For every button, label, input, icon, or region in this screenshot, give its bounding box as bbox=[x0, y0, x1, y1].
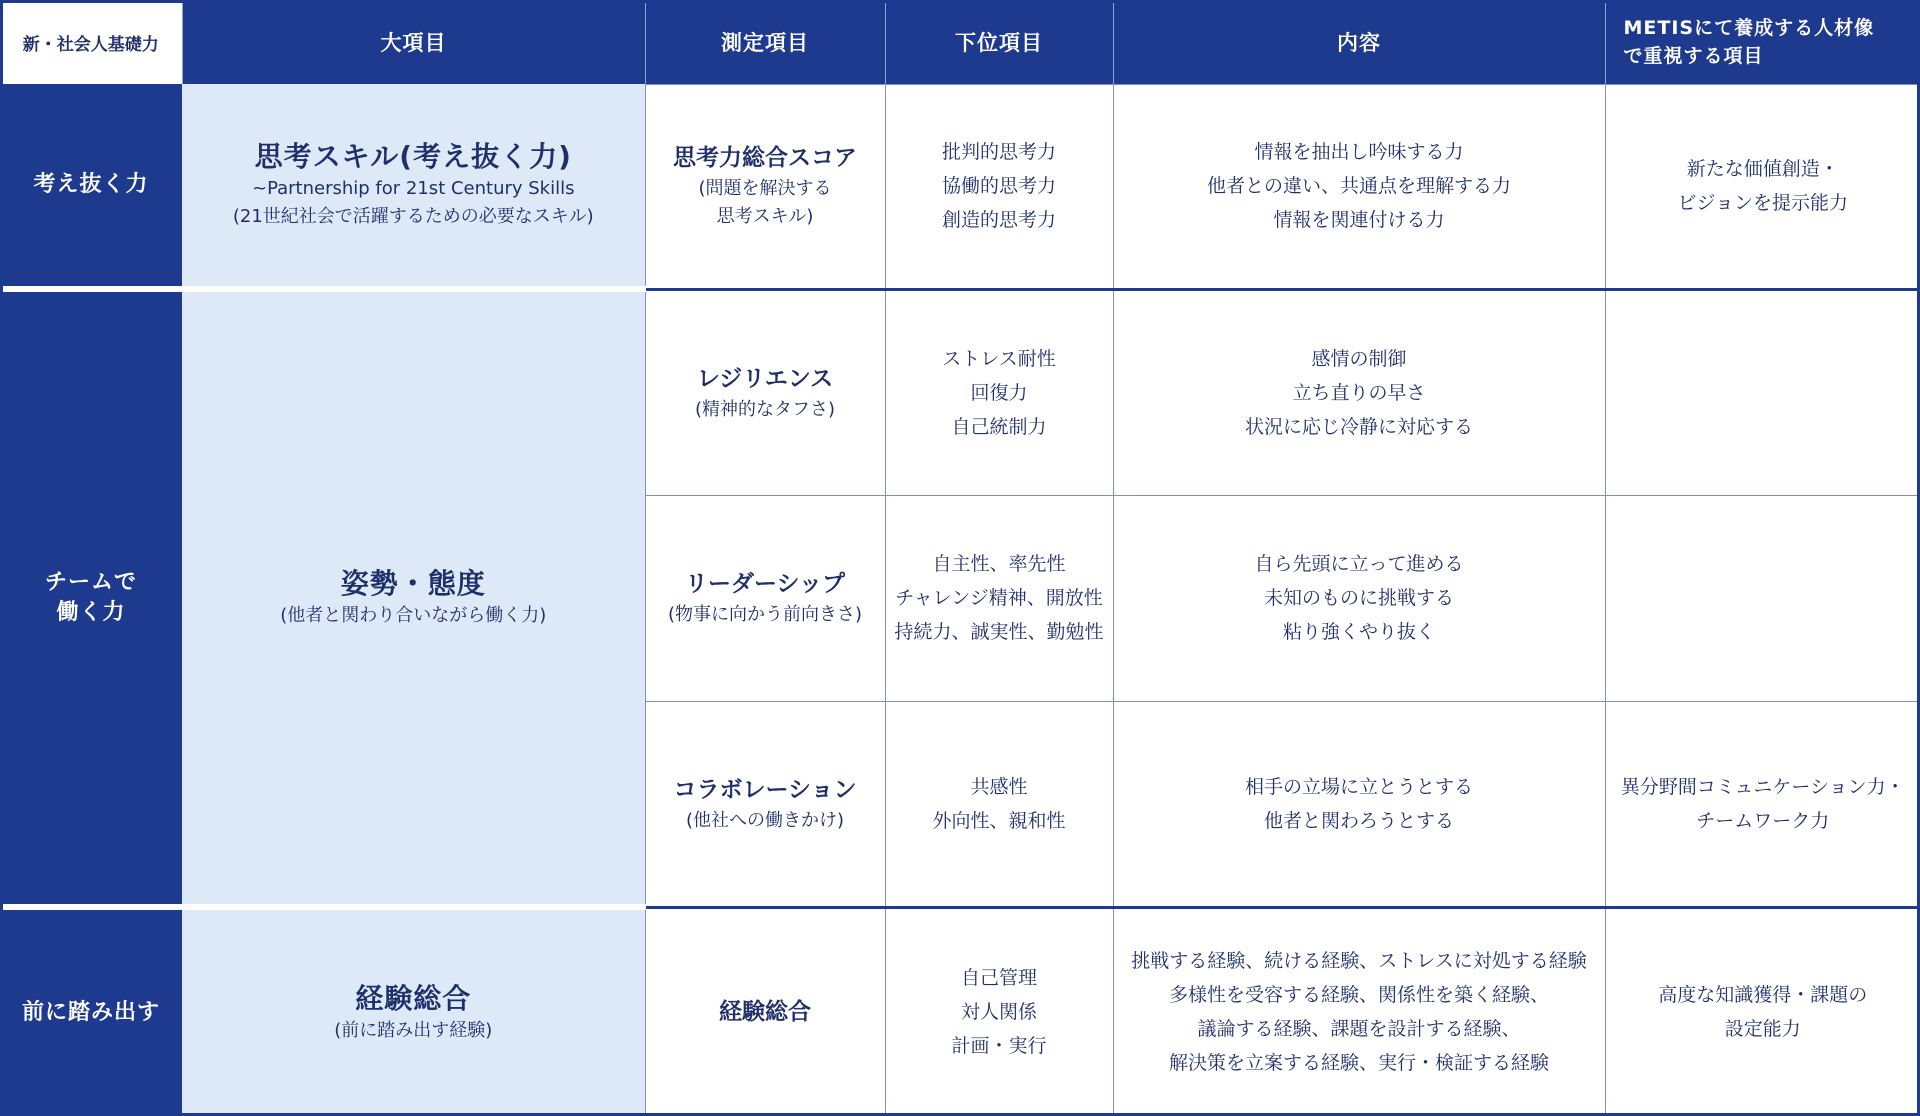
measure-subtitle: (問題を解決する bbox=[698, 178, 832, 199]
sub-item: 外向性、親和性 bbox=[932, 809, 1066, 832]
header-measure: 測定項目 bbox=[645, 0, 885, 84]
header-content: 内容 bbox=[1113, 0, 1605, 84]
content-line: 感情の制御 bbox=[1311, 347, 1407, 370]
header-metis-line1: METISにて養成する人材像 bbox=[1623, 16, 1875, 39]
measure-title: リーダーシップ bbox=[684, 571, 846, 597]
measure-subtitle: (精神的なタフさ) bbox=[694, 398, 836, 420]
content-line: 情報を関連付ける力 bbox=[1273, 209, 1445, 231]
content-line: 状況に応じ冷静に対応する bbox=[1244, 415, 1473, 438]
major-title: 思考スキル(考え抜く力) bbox=[254, 140, 572, 173]
metis-line: 高度な知識獲得・課題の bbox=[1658, 984, 1868, 1007]
header-major: 大項目 bbox=[182, 0, 645, 84]
sub-item: 計画・実行 bbox=[951, 1035, 1047, 1058]
sub-item: 対人関係 bbox=[960, 1001, 1037, 1024]
content-line: 粘り強くやり抜く bbox=[1282, 621, 1435, 643]
sub-item: ストレス耐性 bbox=[942, 347, 1056, 370]
sub-item: 批判的思考力 bbox=[941, 141, 1056, 163]
content-line: 他者と関わろうとする bbox=[1263, 809, 1454, 832]
content-line: 立ち直りの早さ bbox=[1292, 381, 1426, 404]
sub-item: 協働的思考力 bbox=[941, 175, 1056, 197]
major-title: 経験総合 bbox=[355, 982, 472, 1015]
content-line: 自ら先頭に立って進める bbox=[1254, 553, 1464, 575]
metis-line: 設定能力 bbox=[1724, 1018, 1801, 1041]
category-label: 前に踏み出す bbox=[21, 1000, 160, 1025]
sub-item: チャレンジ精神、開放性 bbox=[895, 587, 1103, 609]
category-label: 考え抜く力 bbox=[33, 172, 149, 197]
content-line: 多様性を受容する経験、関係性を築く経験、 bbox=[1168, 984, 1549, 1007]
measure-subtitle: 思考スキル) bbox=[716, 206, 814, 227]
content-line: 未知のものに挑戦する bbox=[1263, 587, 1454, 609]
sub-item: 持続力、誠実性、勤勉性 bbox=[894, 621, 1104, 643]
sub-item: 自己管理 bbox=[960, 967, 1037, 990]
category-label: チームで bbox=[44, 570, 137, 595]
content-line: 情報を抽出し吟味する力 bbox=[1254, 141, 1464, 163]
header-metis-line2: で重視する項目 bbox=[1623, 44, 1764, 67]
measure-subtitle: (物事に向かう前向きさ) bbox=[667, 604, 863, 625]
content-line: 挑戦する経験、続ける経験、ストレスに対処する経験 bbox=[1131, 950, 1587, 973]
sub-item: 自主性、率先性 bbox=[932, 553, 1066, 575]
header-sub-items: 下位項目 bbox=[885, 0, 1113, 84]
sub-item: 創造的思考力 bbox=[941, 209, 1056, 231]
metis-line: 新たな価値創造・ bbox=[1686, 158, 1839, 180]
content-line: 議論する経験、課題を設計する経験、 bbox=[1197, 1018, 1521, 1041]
header-corner: 新・社会人基礎力 bbox=[0, 0, 182, 84]
measure-subtitle: (他社への働きかけ) bbox=[685, 809, 845, 831]
major-subtitle: (21世紀社会で活躍するための必要なスキル) bbox=[232, 206, 594, 227]
major-subtitle: (前に踏み出す経験) bbox=[334, 1020, 493, 1041]
sub-item: 共感性 bbox=[970, 775, 1028, 798]
sub-item: 回復力 bbox=[970, 381, 1028, 404]
measure-title: レジリエンス bbox=[696, 365, 834, 392]
content-line: 相手の立場に立とうとする bbox=[1244, 775, 1473, 798]
major-subtitle: ~Partnership for 21st Century Skills bbox=[252, 178, 575, 199]
content-line: 解決策を立案する経験、実行・検証する経験 bbox=[1168, 1052, 1549, 1075]
measure-title: 思考力総合スコア bbox=[673, 145, 857, 171]
measure-title: 経験総合 bbox=[719, 999, 811, 1026]
metis-line: ビジョンを提示能力 bbox=[1677, 192, 1849, 214]
metis-line: 異分野間コミュニケーション力・ bbox=[1620, 775, 1905, 798]
category-label: 働く力 bbox=[56, 600, 126, 625]
measure-title: コラボレーション bbox=[673, 776, 857, 803]
content-line: 他者との違い、共通点を理解する力 bbox=[1206, 175, 1511, 197]
metis-line: チームワーク力 bbox=[1696, 809, 1830, 832]
sub-item: 自己統制力 bbox=[951, 415, 1047, 438]
major-subtitle: (他者と関わり合いながら働く力) bbox=[280, 605, 547, 626]
major-title: 姿勢・態度 bbox=[340, 567, 486, 600]
